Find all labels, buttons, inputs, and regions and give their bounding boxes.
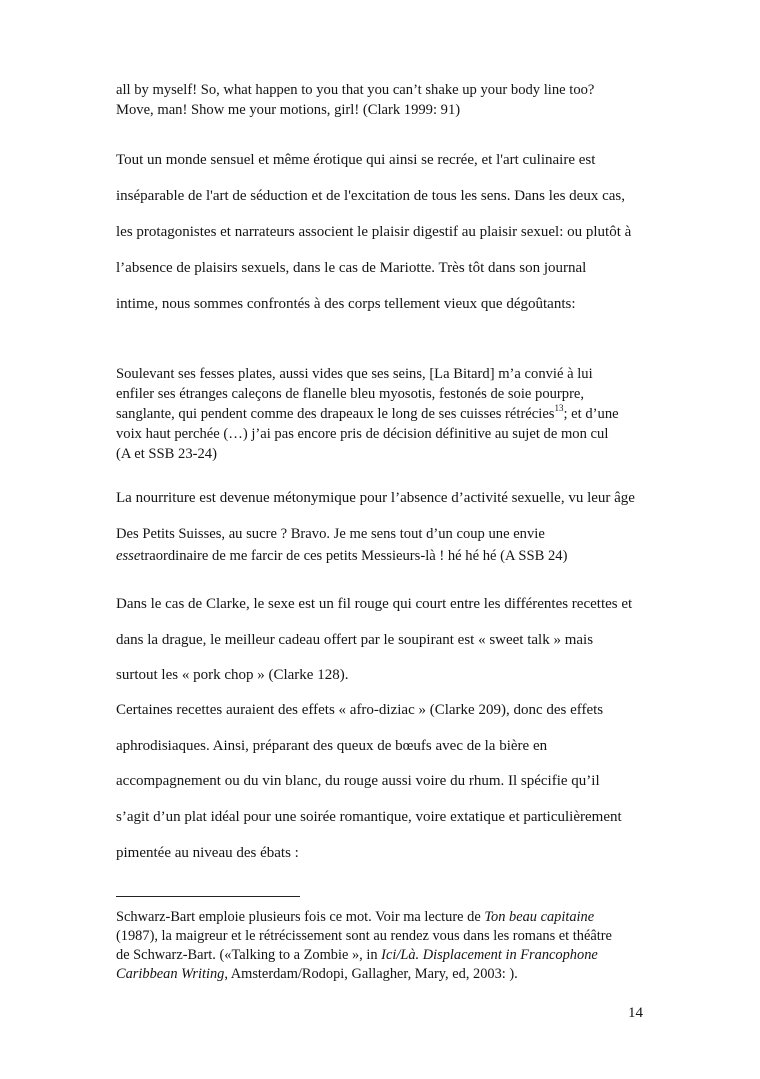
body-line: l’absence de plaisirs sexuels, dans le cas de Mariotte. Très tôt dans son journal [116, 260, 587, 276]
footnote-title: Ici/Là. Displacement in Francophone [381, 947, 598, 963]
body-line: dans la drague, le meilleur cadeau offert par le soupirant est « sweet talk » mais [116, 632, 594, 648]
body-line: aphrodisiaques. Ainsi, préparant des queux de bœufs avec de la bière en [116, 738, 548, 754]
footnote-line [116, 964, 650, 984]
body-line: Dans le cas de Clarke, le sexe est un fil rouge qui court entre les différentes recettes et [116, 596, 633, 612]
quote-text: traordinaire de me farcir de ces petits Messieurs-là ! hé hé hé (A SSB 24) [140, 548, 568, 564]
quote-text: sanglante, qui pendent comme des drapeaux le long de ses cuisses rétrécies [116, 406, 555, 422]
body-line: les protagonistes et narrateurs associent le plaisir digestif au plaisir sexuel: ou plutôt à [116, 224, 632, 240]
body-line: Certaines recettes auraient des effets « afro-diziac » (Clarke 209), donc des effets [116, 702, 604, 718]
quote-line [116, 404, 650, 424]
italic-word: esse [116, 548, 141, 564]
body-line: La nourriture est devenue métonymique pour l’absence d’activité sexuelle, vu leur âge [116, 490, 635, 506]
quote-line: Soulevant ses fesses plates, aussi vides que ses seins, [La Bitard] m’a convié à lui [116, 366, 593, 382]
quote-line: all by myself! So, what happen to you that you can’t shake up your body line too? [116, 82, 595, 98]
body-line: accompagnement ou du vin blanc, du rouge aussi voire du rhum. Il spécifie qu’il [116, 773, 600, 789]
footnote-marker: 13 [554, 403, 564, 414]
footnote-line [116, 907, 650, 927]
footnote-title: Ton beau capitaine [484, 909, 595, 925]
body-line: s’agit d’un plat idéal pour une soirée romantique, voire extatique et particulièrement [116, 809, 622, 825]
footnote-title: Caribbean Writing [116, 966, 225, 982]
quote-line: Des Petits Suisses, au sucre ? Bravo. Je me sens tout d’un coup une envie [116, 526, 545, 542]
body-line: pimentée au niveau des ébats : [116, 845, 299, 861]
footnote-separator [116, 896, 300, 897]
footnote-text: , Amsterdam/Rodopi, Gallagher, Mary, ed, 2003: ). [224, 966, 518, 982]
body-line: Tout un monde sensuel et même érotique qui ainsi se recrée, et l'art culinaire est [116, 152, 596, 168]
page-number: 14 [628, 1005, 643, 1021]
footnote-text: de Schwarz-Bart. («Talking to a Zombie », in [116, 947, 382, 963]
body-line: surtout les « pork chop » (Clarke 128). [116, 667, 349, 683]
quote-line: enfiler ses étranges caleçons de flanelle bleu myosotis, festonés de soie pourpre, [116, 386, 585, 402]
quote-text: ; et d’une [563, 406, 619, 422]
quote-line [116, 546, 650, 566]
footnote-line: (1987), la maigreur et le rétrécissement sont au rendez vous dans les romans et théâtre [116, 928, 612, 944]
quote-line: (A et SSB 23-24) [116, 446, 217, 462]
quote-line: voix haut perchée (…) j’ai pas encore pris de décision définitive au sujet de mon cul [116, 426, 609, 442]
footnote-line [116, 945, 650, 965]
footnote-text: Schwarz-Bart emploie plusieurs fois ce mot. Voir ma lecture de [116, 909, 485, 925]
body-line: inséparable de l'art de séduction et de l'excitation de tous les sens. Dans les deux cas, [116, 188, 625, 204]
quote-line: Move, man! Show me your motions, girl! (Clark 1999: 91) [116, 102, 461, 118]
body-line: intime, nous sommes confrontés à des corps tellement vieux que dégoûtants: [116, 296, 576, 312]
